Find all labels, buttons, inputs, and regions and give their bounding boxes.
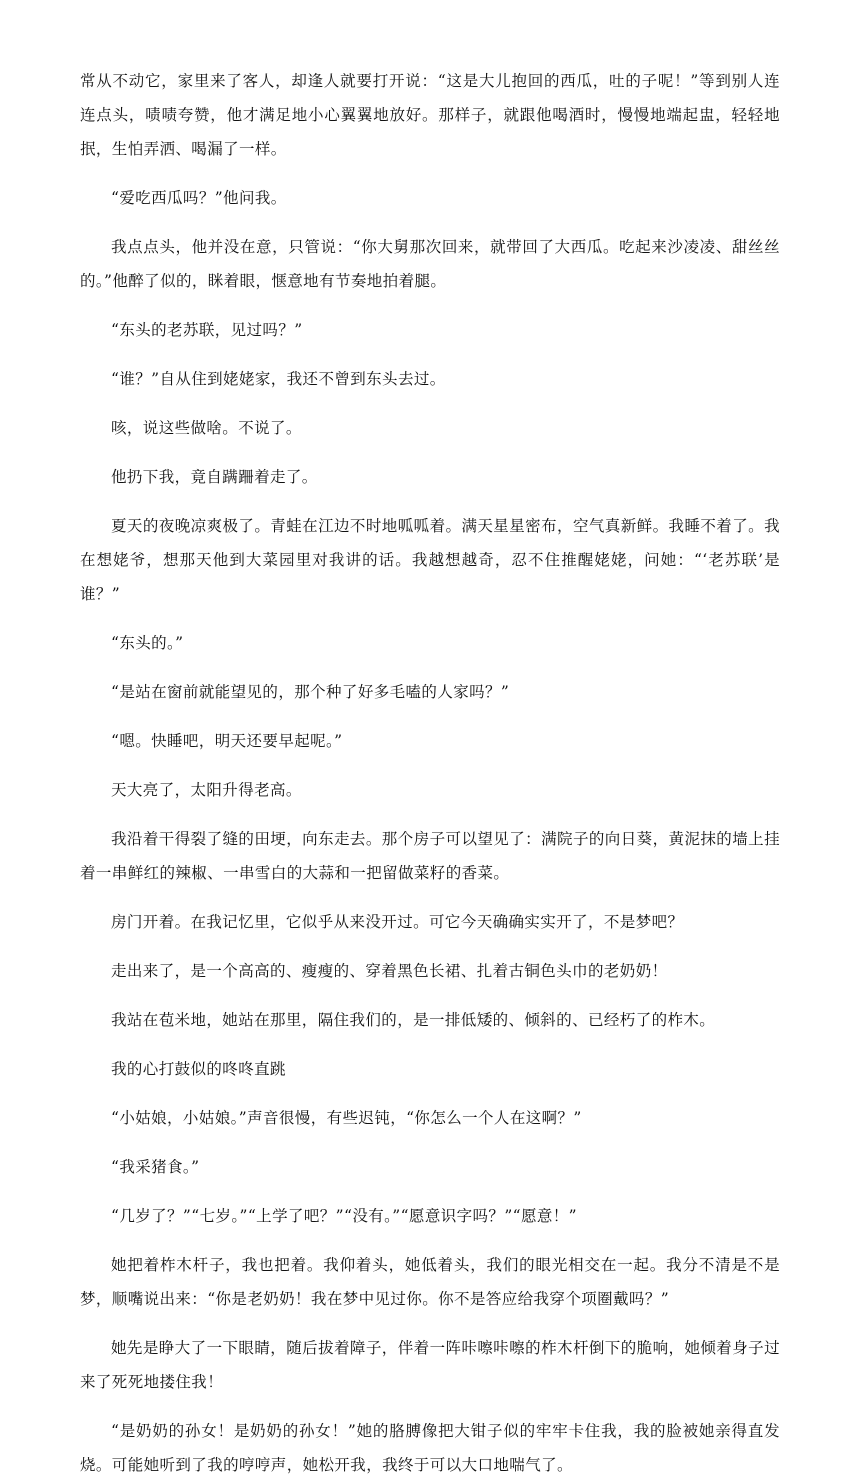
paragraph: 夏天的夜晚凉爽极了。青蛙在江边不时地呱呱着。满天星星密布，空气真新鲜。我睡不着了。我在想姥爷，想那天他到大菜园里对我讲的话。我越想越奇，忍不住推醒姥姥，问她：“‘老苏联’是谁？”	[80, 517, 780, 603]
paragraph: 她先是睁大了一下眼睛，随后拔着障子，伴着一阵咔嚓咔嚓的柞木杆倒下的脆响，她倾着身子过来了死死地搂住我！	[80, 1339, 780, 1391]
paragraph: “嗯。快睡吧，明天还要早起呢。”	[111, 732, 343, 750]
paragraph: 我沿着干得裂了缝的田埂，向东走去。那个房子可以望见了：满院子的向日葵，黄泥抹的墙上挂着一串鲜红的辣椒、一串雪白的大蒜和一把留做菜籽的香菜。	[80, 830, 780, 882]
paragraph: “我采猪食。”	[111, 1158, 200, 1176]
paragraph: “爱吃西瓜吗？”他问我。	[111, 189, 287, 207]
paragraph: “是奶奶的孙女！是奶奶的孙女！”她的胳膊像把大钳子似的牢牢卡住我，我的脸被她亲得直发烧。可能她听到了我的哼哼声，她松开我，我终于可以大口地喘气了。	[80, 1422, 780, 1474]
paragraph: “东头的老苏联，见过吗？”	[111, 321, 303, 339]
paragraph: 天大亮了，太阳升得老高。	[111, 781, 302, 799]
paragraph: “几岁了？”“七岁。”“上学了吧？”“没有。”“愿意识字吗？”“愿意！”	[111, 1207, 577, 1225]
paragraph: “小姑娘，小姑娘。”声音很慢，有些迟钝，“你怎么一个人在这啊？”	[111, 1109, 582, 1127]
paragraph: “谁？”自从住到姥姥家，我还不曾到东头去过。	[111, 370, 446, 388]
paragraph: 咳，说这些做啥。不说了。	[111, 419, 302, 437]
paragraph: “是站在窗前就能望见的，那个种了好多毛嗑的人家吗？”	[111, 683, 510, 701]
paragraph: 房门开着。在我记忆里，它似乎从来没开过。可它今天确确实实开了，不是梦吧？	[111, 913, 684, 931]
paragraph: 走出来了，是一个高高的、瘦瘦的、穿着黑色长裙、扎着古铜色头巾的老奶奶！	[111, 962, 668, 980]
paragraph: 他扔下我，竟自蹒跚着走了。	[111, 468, 318, 486]
paragraph: 她把着柞木杆子，我也把着。我仰着头，她低着头，我们的眼光相交在一起。我分不清是不是梦，顺嘴说出来：“你是老奶奶！我在梦中见过你。你不是答应给我穿个项圈戴吗？”	[80, 1256, 780, 1308]
paragraph: 常从不动它，家里来了客人，却逢人就要打开说：“这是大儿抱回的西瓜，吐的子呢！”等到别人连连点头，啧啧夸赞，他才满足地小心翼翼地放好。那样子，就跟他喝酒时，慢慢地端起盅，轻轻地抿，生怕弄洒、喝漏了一样。	[80, 72, 780, 158]
paragraph: 我点点头，他并没在意，只管说：“你大舅那次回来，就带回了大西瓜。吃起来沙凌凌、甜丝丝的。”他醉了似的，眯着眼，惬意地有节奏地拍着腿。	[80, 238, 780, 290]
paragraph: 我站在苞米地，她站在那里，隔住我们的，是一排低矮的、倾斜的、已经朽了的柞木。	[111, 1011, 716, 1029]
paragraph: 我的心打鼓似的咚咚直跳	[111, 1060, 286, 1078]
paragraph: “东头的。”	[111, 634, 184, 652]
